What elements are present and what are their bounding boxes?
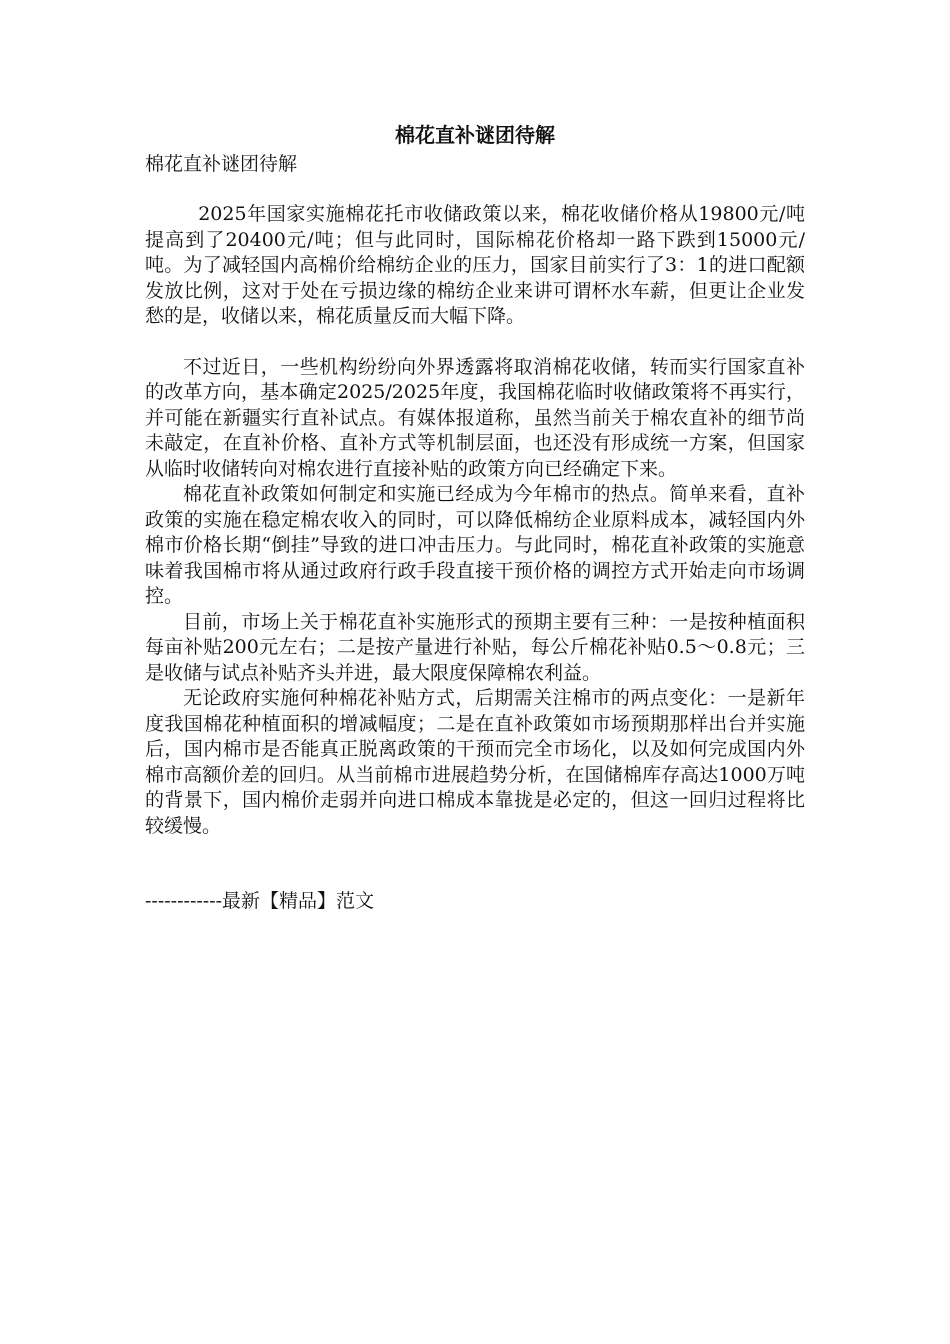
paragraph-3: 棉花直补政策如何制定和实施已经成为今年棉市的热点。简单来看，直补政策的实施在稳定棉农收入的同时，可以降低棉纺企业原料成本，减轻国内外棉市价格长期“倒挂”导致的进口冲击压力。与此同时，棉花直补政策的实施意味着我国棉市将从通过政府行政手段直接干预价格的调控方式开始走向市场调控。: [145, 483, 805, 607]
paragraph-5: 无论政府实施何种棉花补贴方式，后期需关注棉市的两点变化：一是新年度我国棉花种植面积的增减幅度；二是在直补政策如市场预期那样出台并实施后，国内棉市是否能真正脱离政策的干预而完全市场化，以及如何完成国内外棉市高额价差的回归。从当前棉市进展趋势分析，在国储棉库存高达1000万吨的背景下，国内棉价走弱并向进口棉成本靠拢是必定的，但这一回归过程将比较缓慢。: [145, 687, 805, 837]
paragraph-1: 2025年国家实施棉花托市收储政策以来，棉花收储价格从19800元/吨提高到了20400元/吨；但与此同时，国际棉花价格却一路下跌到15000元/吨。为了减轻国内高棉价给棉纺企业的压力，国家目前实行了3：1的进口配额发放比例，这对于处在亏损边缘的棉纺企业来讲可谓杯水车薪，但更让企业发愁的是，收储以来，棉花质量反而大幅下降。: [145, 203, 805, 327]
paragraph-spacer: [145, 330, 805, 355]
document-footer: ------------最新【精品】范文: [145, 890, 375, 912]
document-title: 棉花直补谜团待解: [395, 123, 555, 147]
document-subtitle: 棉花直补谜团待解: [145, 153, 298, 175]
paragraph-2: 不过近日，一些机构纷纷向外界透露将取消棉花收储，转而实行国家直补的改革方向，基本确定2025/2025年度，我国棉花临时收储政策将不再实行，并可能在新疆实行直补试点。有媒体报道称，虽然当前关于棉农直补的细节尚未敲定，在直补价格、直补方式等机制层面，也还没有形成统一方案，但国家从临时收储转向对棉农进行直接补贴的政策方向已经确定下来。: [145, 355, 805, 480]
document-page: [145, 118, 805, 914]
paragraph-4: 目前，市场上关于棉花直补实施形式的预期主要有三种：一是按种植面积每亩补贴200元左右；二是按产量进行补贴，每公斤棉花补贴0.5～0.8元；三是收储与试点补贴齐头并进，最大限度保障棉农利益。: [145, 610, 805, 684]
footer-spacer: [145, 839, 805, 889]
